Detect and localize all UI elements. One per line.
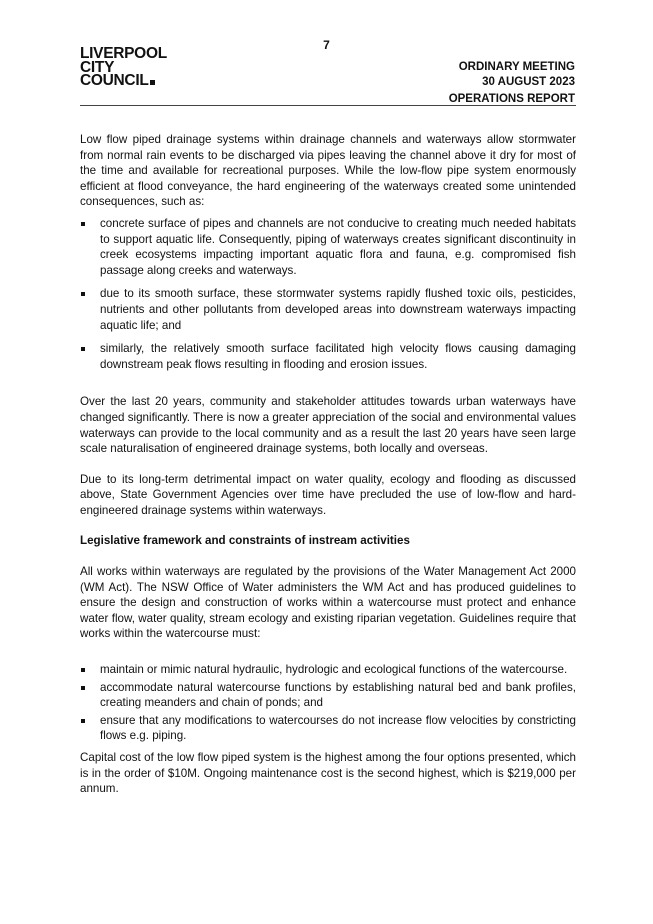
logo-line-3: COUNCIL xyxy=(80,72,149,89)
logo-line-1: LIVERPOOL xyxy=(80,45,167,62)
report-header xyxy=(449,60,575,107)
list-item: accommodate natural watercourse functions by establishing natural bed and bank profiles, creating meanders and chain of ponds; and xyxy=(80,680,576,711)
paragraph-detrimental: Due to its long-term detrimental impact on water quality, ecology and flooding as discussed above, State Government Agencies over time have precluded the use of low-flow and hard-engineered drainage systems within waterways. xyxy=(80,472,576,517)
meeting-title: ORDINARY MEETING xyxy=(458,61,575,73)
list-item: concrete surface of pipes and channels are not conducive to creating much needed habitats to support aquatic life. Consequently, piping of waterways creates significant discontinuity in creek ecosystems impacting important aquatic flora and fauna, e.g. compromised fish passage along creeks and waterways. xyxy=(80,216,576,278)
header-divider xyxy=(80,105,576,106)
paragraph-attitudes: Over the last 20 years, community and stakeholder attitudes towards urban waterways have changed significantly. There is now a greater appreciation of the social and environmental values waterways can provide to the local community and as a result the last 20 years have seen large scale naturalisation of engineered drainage systems, both locally and overseas. xyxy=(80,395,576,456)
paragraph-intro: Low flow piped drainage systems within drainage channels and waterways allow stormwater from normal rain events to be discharged via pipes leaving the channel above it dry for most of the time and available for recreational purposes. While the low-flow pipe system enormously efficient at flood conveyance, the hard engineering of the waterways created some unintended consequences, such as: xyxy=(80,133,576,209)
report-title: OPERATIONS REPORT xyxy=(448,93,575,105)
logo-line-3-wrap xyxy=(80,74,167,88)
list-item: due to its smooth surface, these stormwater systems rapidly flushed toxic oils, pesticides, nutrients and other pollutants from developed areas into downstream waterways impacting aquatic life; and xyxy=(80,286,576,333)
paragraph-cost: Capital cost of the low flow piped system is the highest among the four options presented, which is in the order of $10M. Ongoing maintenance cost is the second highest, which is $219,000 per annum. xyxy=(80,751,576,796)
logo-line-2: CITY xyxy=(80,58,115,76)
council-logo xyxy=(80,47,167,88)
paragraph-legislation: All works within waterways are regulated by the provisions of the Water Management Act 2000 (WM Act). The NSW Office of Water administers the WM Act and has produced guidelines to ensure the design and construction of works within a watercourse must protect and enhance water flow, water quality, stream ecology and existing riparian vegetation. Guidelines require that works within the watercourse must: xyxy=(80,565,576,641)
list-item: maintain or mimic natural hydraulic, hydrologic and ecological functions of the watercourse. xyxy=(80,662,576,678)
logo-dot-icon xyxy=(150,80,155,85)
report-body xyxy=(80,132,576,797)
consequences-list xyxy=(80,216,576,372)
section-heading: Legislative framework and constraints of instream activities xyxy=(80,534,410,548)
requirements-list xyxy=(80,662,576,744)
list-item: ensure that any modifications to watercourses do not increase flow velocities by constricting flows e.g. piping. xyxy=(80,713,576,744)
meeting-date: 30 AUGUST 2023 xyxy=(482,76,575,88)
list-item: similarly, the relatively smooth surface facilitated high velocity flows causing damaging downstream peak flows resulting in flooding and erosion issues. xyxy=(80,341,576,372)
page-number: 7 xyxy=(323,38,330,52)
